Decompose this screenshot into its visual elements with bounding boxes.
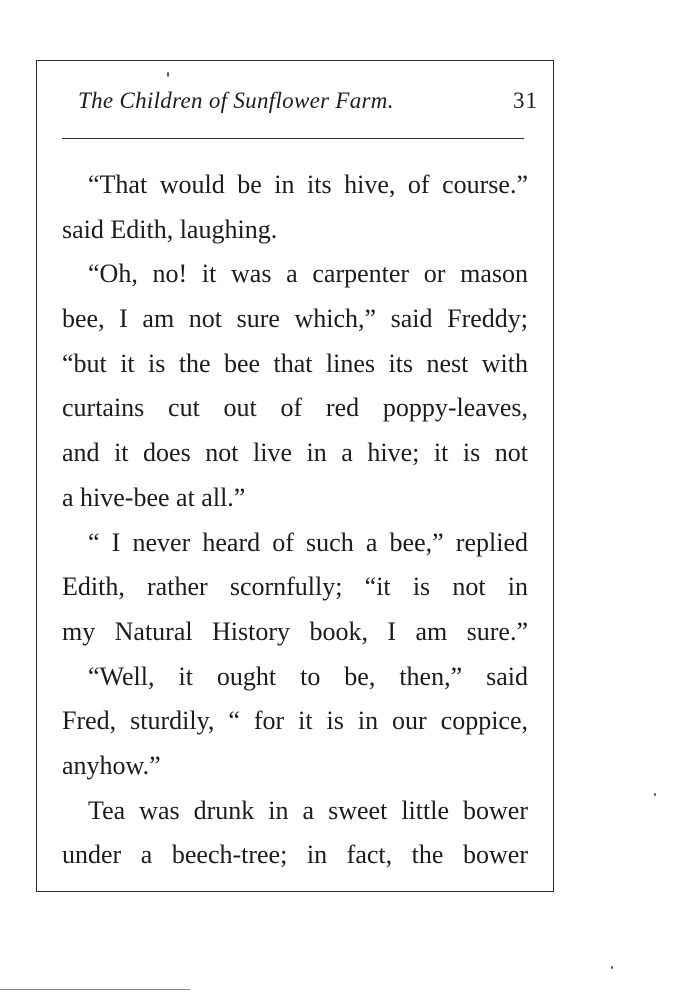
ink-speck — [654, 793, 656, 796]
body-text — [62, 163, 528, 878]
text-line: said Edith, laughing. — [62, 214, 278, 244]
text-line: “ I never heard of such a bee,” replied — [88, 527, 528, 557]
header-rule — [62, 138, 524, 139]
text-line: bee, I am not sure which,” said Freddy; — [62, 304, 528, 334]
text-line: Fred, sturdily, “ for it is in our coppice, — [62, 706, 528, 736]
running-head-title: The Children of Sunflower Farm. — [78, 88, 394, 113]
text-line: a hive-bee at all.” — [62, 482, 246, 512]
text-line: “but it is the bee that lines its nest with — [62, 348, 528, 378]
text-line: Edith, rather scornfully; “it is not in — [62, 572, 528, 602]
page-number: 31 — [513, 88, 538, 113]
text-line: under a beech-tree; in fact, the bower — [62, 840, 528, 870]
text-line: “Well, it ought to be, then,” said — [88, 661, 528, 691]
text-line: “That would be in its hive, of course.” — [88, 170, 528, 199]
ink-speck — [167, 72, 169, 77]
text-line: “Oh, no! it was a carpenter or mason — [88, 259, 528, 289]
text-line: curtains cut out of red poppy-leaves, — [62, 393, 528, 423]
ink-speck — [611, 966, 613, 969]
text-line: my Natural History book, I am sure.” — [62, 616, 528, 646]
text-line: Tea was drunk in a sweet little bower — [88, 795, 528, 825]
scan-edge-line — [0, 989, 190, 990]
text-line: and it does not live in a hive; it is not — [62, 438, 528, 468]
text-line: anyhow.” — [62, 750, 161, 780]
running-head — [78, 88, 538, 120]
